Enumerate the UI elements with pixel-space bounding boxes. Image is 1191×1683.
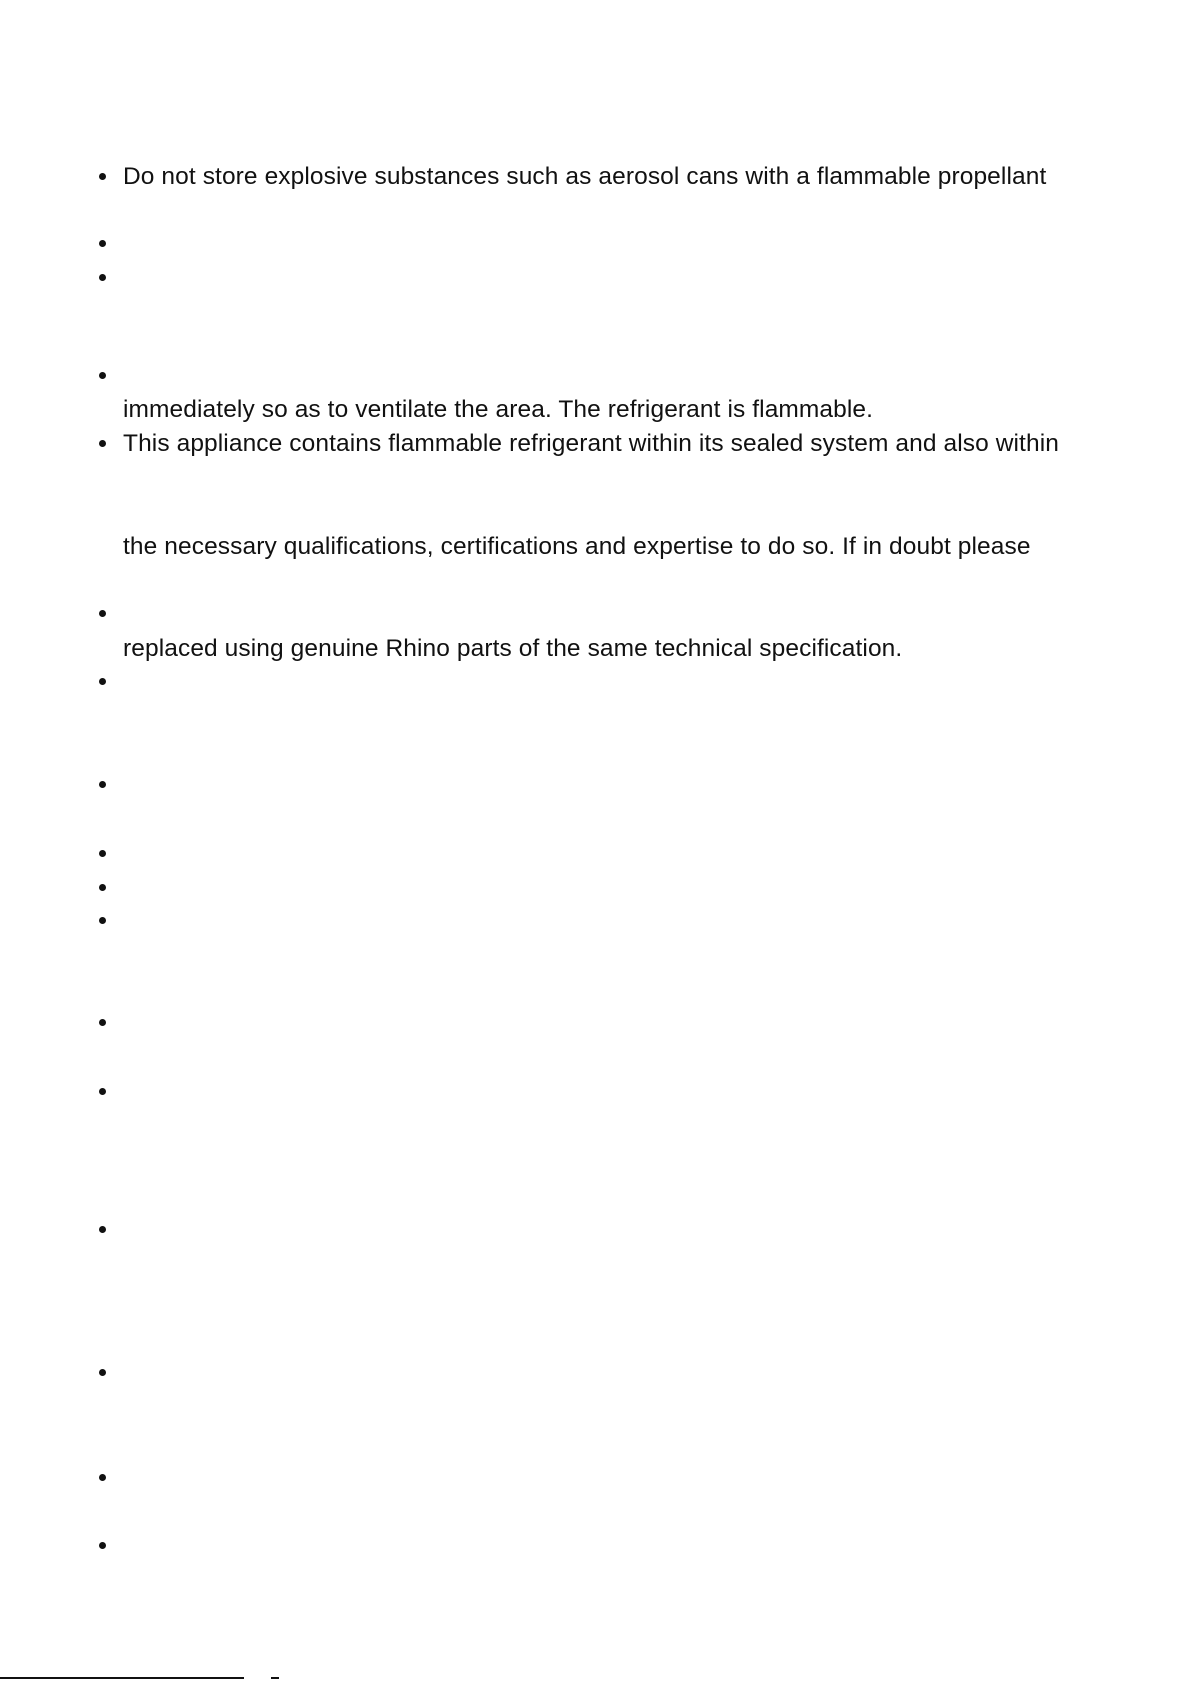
text-line: This appliance contains flammable refrigerant within its sealed system and also within (123, 430, 1059, 457)
bullet-12 (99, 1019, 106, 1026)
text-line: replaced using genuine Rhino parts of the same technical specification. (123, 635, 903, 662)
footnote-mark (271, 1677, 279, 1679)
bullet-1 (99, 173, 106, 180)
text-line: immediately so as to ventilate the area. The refrigerant is flammable. (123, 396, 874, 423)
bullet-15 (99, 1369, 106, 1376)
bullet-10 (99, 884, 106, 891)
bullet-11 (99, 917, 106, 924)
bullet-2 (99, 240, 106, 247)
bullet-7 (99, 678, 106, 685)
bullet-16 (99, 1474, 106, 1481)
bullet-14 (99, 1226, 106, 1233)
bullet-13 (99, 1088, 106, 1095)
footnote-rule (0, 1677, 244, 1679)
bullet-5 (99, 440, 106, 447)
bullet-9 (99, 850, 106, 857)
bullet-17 (99, 1542, 106, 1549)
text-line: Do not store explosive substances such as aerosol cans with a flammable propellant (123, 163, 1047, 190)
bullet-4 (99, 372, 106, 379)
bullet-6 (99, 610, 106, 617)
bullet-8 (99, 781, 106, 788)
bullet-3 (99, 274, 106, 281)
text-line: the necessary qualifications, certifications and expertise to do so. If in doubt please (123, 533, 1031, 560)
